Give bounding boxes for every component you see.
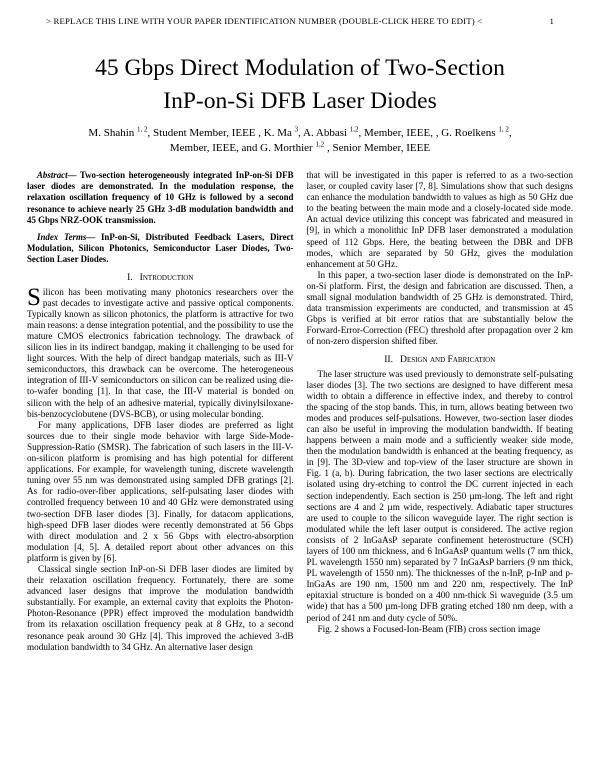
abstract bbox=[27, 170, 294, 226]
section-heading-introduction bbox=[27, 272, 294, 283]
paper-title-line2: InP-on-Si DFB Laser Diodes bbox=[163, 88, 437, 114]
section-number: II. bbox=[384, 353, 394, 365]
affiliation-superscript: 1, 2 bbox=[137, 125, 148, 134]
dropcap-letter: S bbox=[27, 283, 41, 311]
paper-title-line1: 45 Gbps Direct Modulation of Two-Section bbox=[95, 55, 505, 81]
affiliation-superscript: 1,2 bbox=[315, 140, 325, 149]
page-number: 1 bbox=[549, 16, 554, 26]
section-title: Design and Fabrication bbox=[400, 353, 496, 365]
intro-paragraph-2 bbox=[27, 420, 294, 564]
left-column bbox=[27, 170, 294, 653]
abstract-label: Abstract— bbox=[37, 170, 77, 180]
affiliation-superscript: 3 bbox=[294, 125, 299, 134]
author-line1: M. Shahin $^{1, 2}$, Student Member, IEEE , K. Ma $^3$, A. Abbasi $^{1,2}$, Member, IEEE, , G. Roelkens $^{1, 2}$, bbox=[88, 125, 512, 139]
intro-paragraph-1-text: ilicon has been motivating many photonics researchers over the past decades to investigate active and passive optical components. Typically known as silicon photonics, the platform is attractive for two main reasons: a dense integration potential, and the possibility to use the mature CMOS electronics fabrication technology. The drawback of silicon lies in its indirect bandgap, making it challenging to be used for light sources. With the help of direct bandgap materials, such as III-V semiconductors, this drawback can be overcome. The heterogeneous integration of III-V semiconductors on silicon can be realized using die-to-wafer bonding [1]. In that case, the III-V material is bonded on silicon with the help of an adhesive material, typically divinylsiloxane-bis-benzocyclobutene (DVS-BCB), or using molecular bonding. bbox=[27, 286, 294, 419]
index-terms-text: InP-on-Si, Distributed Feedback Lasers, Direct Modulation, Silicon Photonics, Semiconductor Laser Diodes, Two-Section Laser Diodes. bbox=[27, 232, 294, 265]
section-number: I. bbox=[127, 271, 133, 283]
design-paragraph-2 bbox=[307, 624, 574, 635]
running-header bbox=[46, 16, 560, 26]
index-terms-label: Index Terms— bbox=[37, 232, 96, 243]
intro-paragraph-3-right-text: that will be investigated in this paper is referred to as a two-section laser, or coupled cavity laser [7, 8]. Simulations show that such designs can enhance the modulation bandwidth to values as high as 50 GHz due to the beating between the main mode and a closely-located side mode. An actual device utilizing this concept was fabricated and measured in [9], in which a monolithic InP DFB laser demonstrated a modulation speed of 112 Gbps. Here, the beating between the DBR and DFB modes, which are separated by 50 GHz, gives the modulation enhancement at 50 GHz. bbox=[306, 170, 573, 269]
design-paragraph-2-text: Fig. 2 shows a Focused-Ion-Beam (FIB) cross section image bbox=[317, 623, 541, 634]
intro-paragraph-4-text: In this paper, a two-section laser diode is demonstrated on the InP-on-Si platform. First, the design and fabrication are discussed. Then, a small signal modulation bandwidth of 25 GHz is demonstrated. Third, data transmission experiments are conducted, and transmission at 45 Gbps is verified at bit error ratios that are substantially below the Forward-Error-Correction (FEC) threshold after propagation over 2 km of non-zero dispersion shifted fiber. bbox=[306, 269, 573, 347]
design-paragraph-1 bbox=[307, 369, 574, 624]
right-column bbox=[307, 170, 574, 653]
intro-paragraph-1 bbox=[27, 283, 294, 420]
paper-title bbox=[0, 52, 600, 118]
intro-paragraph-2-text: For many applications, DFB laser diodes are preferred as light sources due to their single mode behavior with large Side-Mode-Suppression-Ratio (SMSR). The fabrication of such lasers in the III-V-on-silicon platform is promising and has high potential for different applications. For example, for wavelength tuning, discrete wavelength tuning over 55 nm was demonstrated using sampled DFB gratings [2]. As for radio-over-fiber applications, self-pulsating laser diodes with controlled frequency between 10 and 40 GHz were demonstrated using two-section DFB laser diodes [3]. Finally, for datacom applications, high-speed DFB laser diodes were recently demonstrated at 56 Gbps with direct modulation and 2 x 56 Gbps with electro-absorption modulation [4, 5]. A detailed report about other advances on this platform is given by [6]. bbox=[27, 419, 294, 563]
abstract-text: Two-section heterogeneously integrated InP-on-Si DFB laser diodes are demonstrated. In the modulation response, the relaxation oscillation frequency of 10 GHz is followed by a second resonance to achieve nearly 25 GHz 3-dB modulation bandwidth and 45 Gbps NRZ-OOK transmission. bbox=[27, 170, 294, 225]
section-heading-design-and-fabrication bbox=[307, 354, 574, 365]
author-byline bbox=[30, 126, 570, 156]
author-line2: Member, IEEE, and G. Morthier $^{1,2}$ , Senior Member, IEEE bbox=[169, 140, 431, 154]
two-column-body bbox=[27, 170, 573, 653]
affiliation-superscript: 1, 2 bbox=[498, 125, 509, 134]
intro-paragraph-4 bbox=[307, 270, 574, 348]
intro-paragraph-3-left-text: Classical single section InP-on-Si DFB laser diodes are limited by their relaxation oscillation frequency. Fortunately, there are some advanced laser designs that improve the modulation bandwidth substantially. For example, an external cavity that exploits the Photon-Photon-Resonance (PPR) effect improved the modulation bandwidth from its relaxation oscillation frequency peak at 8 GHz, to a second resonance peak around 30 GHz [4]. This improved the achieved 3-dB modulation bandwidth to 34 GHz. An alternative laser design bbox=[27, 563, 294, 652]
section-title: Introduction bbox=[139, 271, 194, 283]
design-paragraph-1-text: The laser structure was used previously to demonstrate self-pulsating laser diodes [3]. The two sections are designed to have different mesa width to obtain a difference in effective index, and thereby to control the spacing of the stop bands. This, in turn, allows beating between two modes and produces self-pulsations. However, two-section laser diodes can also be useful in improving the modulation bandwidth. If beating happens between a main mode and a sufficiently weaker side mode, then the modulation bandwidth is enhanced at the beating frequency, as in [9]. The 3D-view and top-view of the laser structure are shown in Fig. 1 (a, b). During fabrication, the two laser sections are electrically isolated using dry-etching to control the DC current injected in each section independently. Each section is 250 µm-long. The left and right sections are 4 and 2 µm wide, respectively. Adiabatic taper structures are used to couple to the silicon waveguide layer. The right section is modulated while the left laser output is considered. The active region consists of 2 InGaAsP separate confinement heterostructure (SCH) layers of 100 nm thickness, and 6 InGaAsP quantum wells (7 nm thick, PL wavelength 1550 nm) separated by 7 InGaAsP barriers (9 nm thick, PL wavelength of 1550 nm). The thicknesses of the n-InP, p-InP and p-InGaAs are 190 nm, 1500 nm and 220 nm, respectively. The InP epitaxial structure is bonded on a 400 nm-thick Si waveguide (3.5 um wide) that has a 500 µm-long DFB grating etched 180 nm deep, with a period of 241 nm and duty cycle of 50%. bbox=[306, 368, 573, 623]
intro-paragraph-3-right bbox=[307, 170, 574, 270]
affiliation-superscript: 1,2 bbox=[349, 125, 359, 134]
intro-paragraph-3-left bbox=[27, 564, 294, 653]
running-header-text[interactable]: > REPLACE THIS LINE WITH YOUR PAPER IDENTIFICATION NUMBER (DOUBLE-CLICK HERE TO EDIT) < bbox=[46, 16, 483, 26]
index-terms bbox=[27, 232, 294, 266]
